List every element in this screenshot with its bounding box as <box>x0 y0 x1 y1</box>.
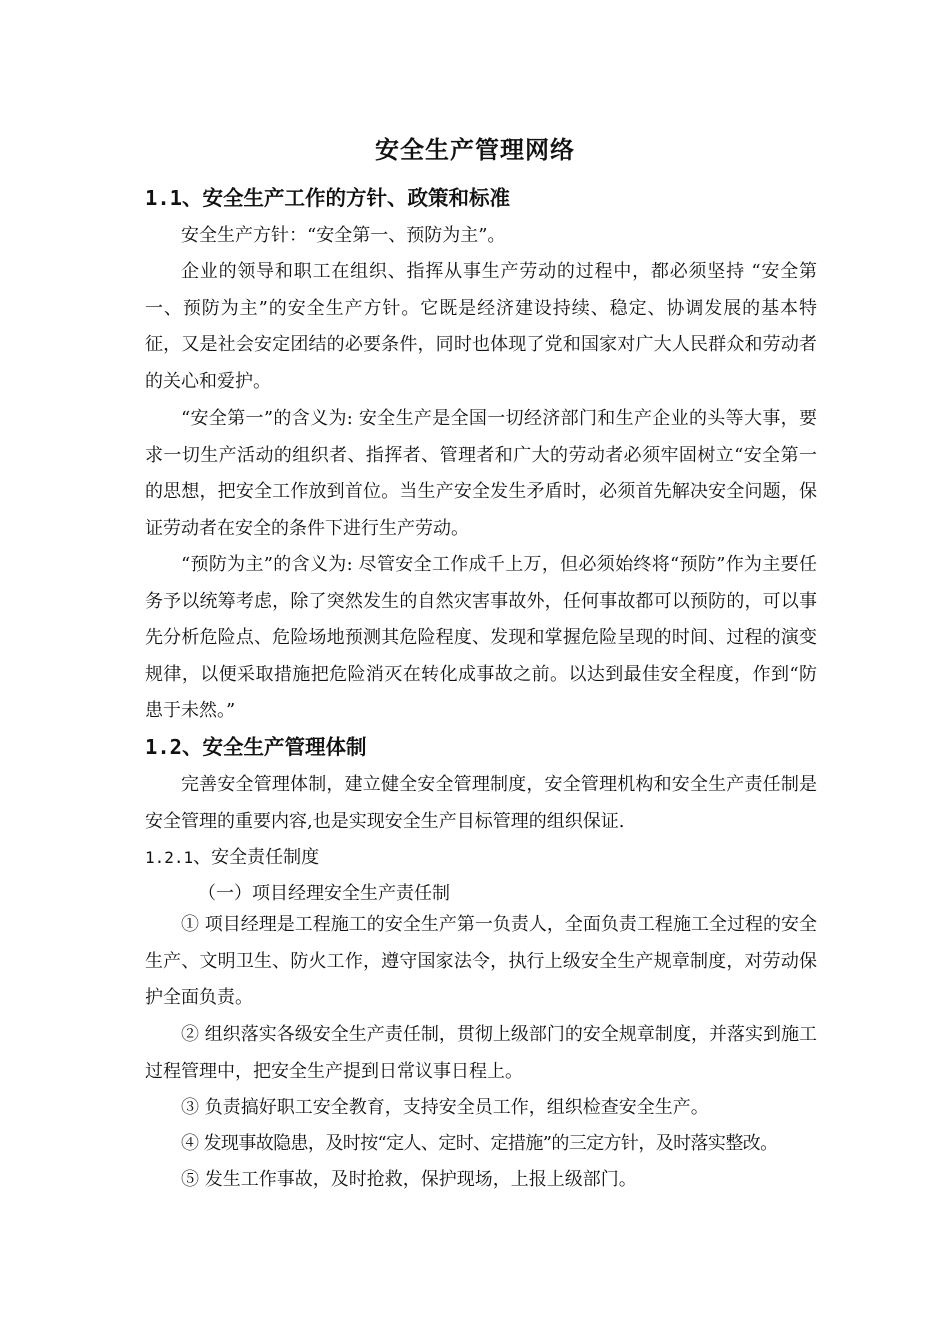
subsubsection-heading: （一）项目经理安全生产责任制 <box>198 883 450 904</box>
list-item: ③ 负责搞好职工安全教育，支持安全员工作，组织检查安全生产。 <box>181 1097 709 1118</box>
paragraph-policy-explanation: 企业的领导和职工在组织、指挥从事生产劳动的过程中，都必须坚持 “安全第一、预防为主”的安全生产方针。它既是经济建设持续、稳定、协调发展的基本特征，又是社会安定团结的必要条件，同时也体现了党和国家对广大人民群众和劳动者的关心和爱护。 <box>145 261 817 392</box>
paragraph-safety-first: “安全第一”的含义为: 安全生产是全国一切经济部门和生产企业的头等大事，要求一切生产活动的组织者、指挥者、管理者和广大的劳动者必须牢固树立“安全第一的思想，把安全工作放到首位。当生产安全发生矛盾时，必须首先解决安全问题，保证劳动者在安全的条件下进行生产劳动。 <box>145 408 817 539</box>
section-number: 1.2 <box>145 735 183 759</box>
subsection-number: 1.2.1 <box>145 848 194 867</box>
section-heading-text: 、安全生产工作的方针、政策和标准 <box>182 186 511 210</box>
list-item: ② 组织落实各级安全生产责任制，贯彻上级部门的安全规章制度，并落实到施工过程管理中，把安全生产提到日常议事日程上。 <box>145 1024 817 1082</box>
section-heading-1-1 <box>145 182 510 214</box>
list-item: ④ 发现事故隐患，及时按“定人、定时、定措施”的三定方针，及时落实整改。 <box>181 1133 778 1154</box>
paragraph-safety-policy: 安全生产方针：“安全第一、预防为主”。 <box>181 225 506 246</box>
subsection-heading-1-2-1 <box>145 840 319 876</box>
subsection-heading-text: 、安全责任制度 <box>193 847 320 868</box>
list-item: ⑤ 发生工作事故，及时抢救，保护现场，上报上级部门。 <box>181 1169 637 1190</box>
paragraph-management-system: 完善安全管理体制，建立健全安全管理制度，安全管理机构和安全生产责任制是安全管理的重要内容,也是实现安全生产目标管理的组织保证. <box>145 774 817 832</box>
list-item: ① 项目经理是工程施工的安全生产第一负责人，全面负责工程施工全过程的安全生产、文明卫生、防火工作，遵守国家法令，执行上级安全生产规章制度，对劳动保护全面负责。 <box>145 914 817 1009</box>
page-title: 安全生产管理网络 <box>375 135 575 164</box>
section-number: 1.1 <box>145 186 183 210</box>
paragraph-prevention-first: “预防为主”的含义为: 尽管安全工作成千上万，但必须始终将“预防”作为主要任务予以统筹考虑，除了突然发生的自然灾害事故外，任何事故都可以预防的，可以事先分析危险点、危险场地预测其危险程度、发现和掌握危险呈现的时间、过程的演变规律，以便采取措施把危险消灭在转化成事故之前。以达到最佳安全程度，作到“防患于未然。” <box>145 554 817 722</box>
section-heading-1-2 <box>145 731 367 763</box>
section-heading-text: 、安全生产管理体制 <box>182 735 367 759</box>
